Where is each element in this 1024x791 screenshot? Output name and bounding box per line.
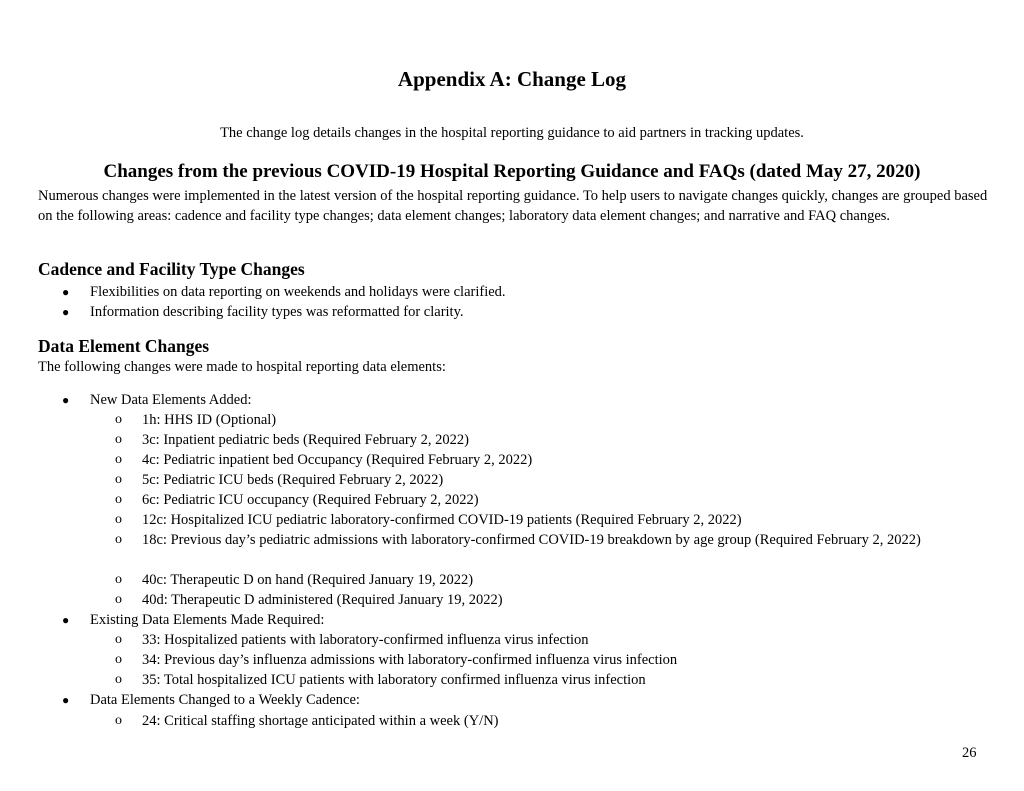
- sub-bullet-marker: o: [115, 472, 122, 487]
- sub-list-item: 18c: Previous day’s pediatric admissions with laboratory-confirmed COVID-19 breakdown by age group (Required February 2, 2022): [142, 532, 921, 548]
- sub-list-item: 40d: Therapeutic D administered (Required January 19, 2022): [142, 592, 503, 608]
- sub-bullet-marker: o: [115, 572, 122, 587]
- sub-list-item: 1h: HHS ID (Optional): [142, 412, 277, 428]
- sub-bullet-marker: o: [115, 412, 122, 427]
- data-elements-heading: Data Element Changes: [38, 336, 210, 356]
- group-label: New Data Elements Added:: [90, 392, 252, 408]
- sub-list-item: 12c: Hospitalized ICU pediatric laboratory-confirmed COVID-19 patients (Required February 2, 2022): [142, 512, 742, 528]
- page-number: 26: [962, 745, 977, 761]
- list-item: Flexibilities on data reporting on weekends and holidays were clarified.: [90, 284, 506, 300]
- sub-bullet-marker: o: [115, 713, 122, 728]
- data-elements-intro: The following changes were made to hospital reporting data elements:: [38, 359, 446, 375]
- sub-bullet-marker: o: [115, 492, 122, 507]
- bullet-marker: ●: [62, 285, 70, 299]
- sub-bullet-marker: o: [115, 512, 122, 527]
- sub-list-item: 24: Critical staffing shortage anticipated within a week (Y/N): [142, 713, 499, 729]
- sub-list-item: 5c: Pediatric ICU beds (Required February 2, 2022): [142, 472, 444, 488]
- bullet-marker: ●: [62, 613, 70, 627]
- sub-bullet-marker: o: [115, 432, 122, 447]
- sub-bullet-marker: o: [115, 672, 122, 687]
- bullet-marker: ●: [62, 305, 70, 319]
- bullet-marker: ●: [62, 693, 70, 707]
- page-title: Appendix A: Change Log: [397, 67, 627, 91]
- section-heading: Changes from the previous COVID-19 Hospital Reporting Guidance and FAQs (dated May 27, 2020): [103, 161, 921, 182]
- sub-list-item: 35: Total hospitalized ICU patients with laboratory confirmed influenza virus infection: [142, 672, 646, 688]
- sub-bullet-marker: o: [115, 532, 122, 547]
- section-paragraph: Numerous changes were implemented in the latest version of the hospital reporting guidance. To help users to navigate changes quickly, changes are grouped based on the following areas: cadence and facility type changes; data element changes; laboratory data element changes; and narrative and FAQ changes.: [38, 188, 988, 224]
- sub-bullet-marker: o: [115, 452, 122, 467]
- sub-list-item: 3c: Inpatient pediatric beds (Required February 2, 2022): [142, 432, 469, 448]
- bullet-marker: ●: [62, 393, 70, 407]
- sub-list-item: 33: Hospitalized patients with laboratory-confirmed influenza virus infection: [142, 632, 589, 648]
- sub-bullet-marker: o: [115, 592, 122, 607]
- list-item: Information describing facility types was reformatted for clarity.: [90, 304, 464, 320]
- sub-list-item: 34: Previous day’s influenza admissions with laboratory-confirmed influenza virus infection: [142, 652, 678, 668]
- cadence-heading: Cadence and Facility Type Changes: [38, 259, 305, 279]
- sub-bullet-marker: o: [115, 632, 122, 647]
- sub-list-item: 4c: Pediatric inpatient bed Occupancy (Required February 2, 2022): [142, 452, 533, 468]
- intro-text: The change log details changes in the hospital reporting guidance to aid partners in tracking updates.: [220, 125, 804, 141]
- group-label: Existing Data Elements Made Required:: [90, 612, 325, 628]
- sub-bullet-marker: o: [115, 652, 122, 667]
- group-label: Data Elements Changed to a Weekly Cadence:: [90, 692, 360, 708]
- sub-list-item: 6c: Pediatric ICU occupancy (Required February 2, 2022): [142, 492, 479, 508]
- sub-list-item: 40c: Therapeutic D on hand (Required January 19, 2022): [142, 572, 474, 588]
